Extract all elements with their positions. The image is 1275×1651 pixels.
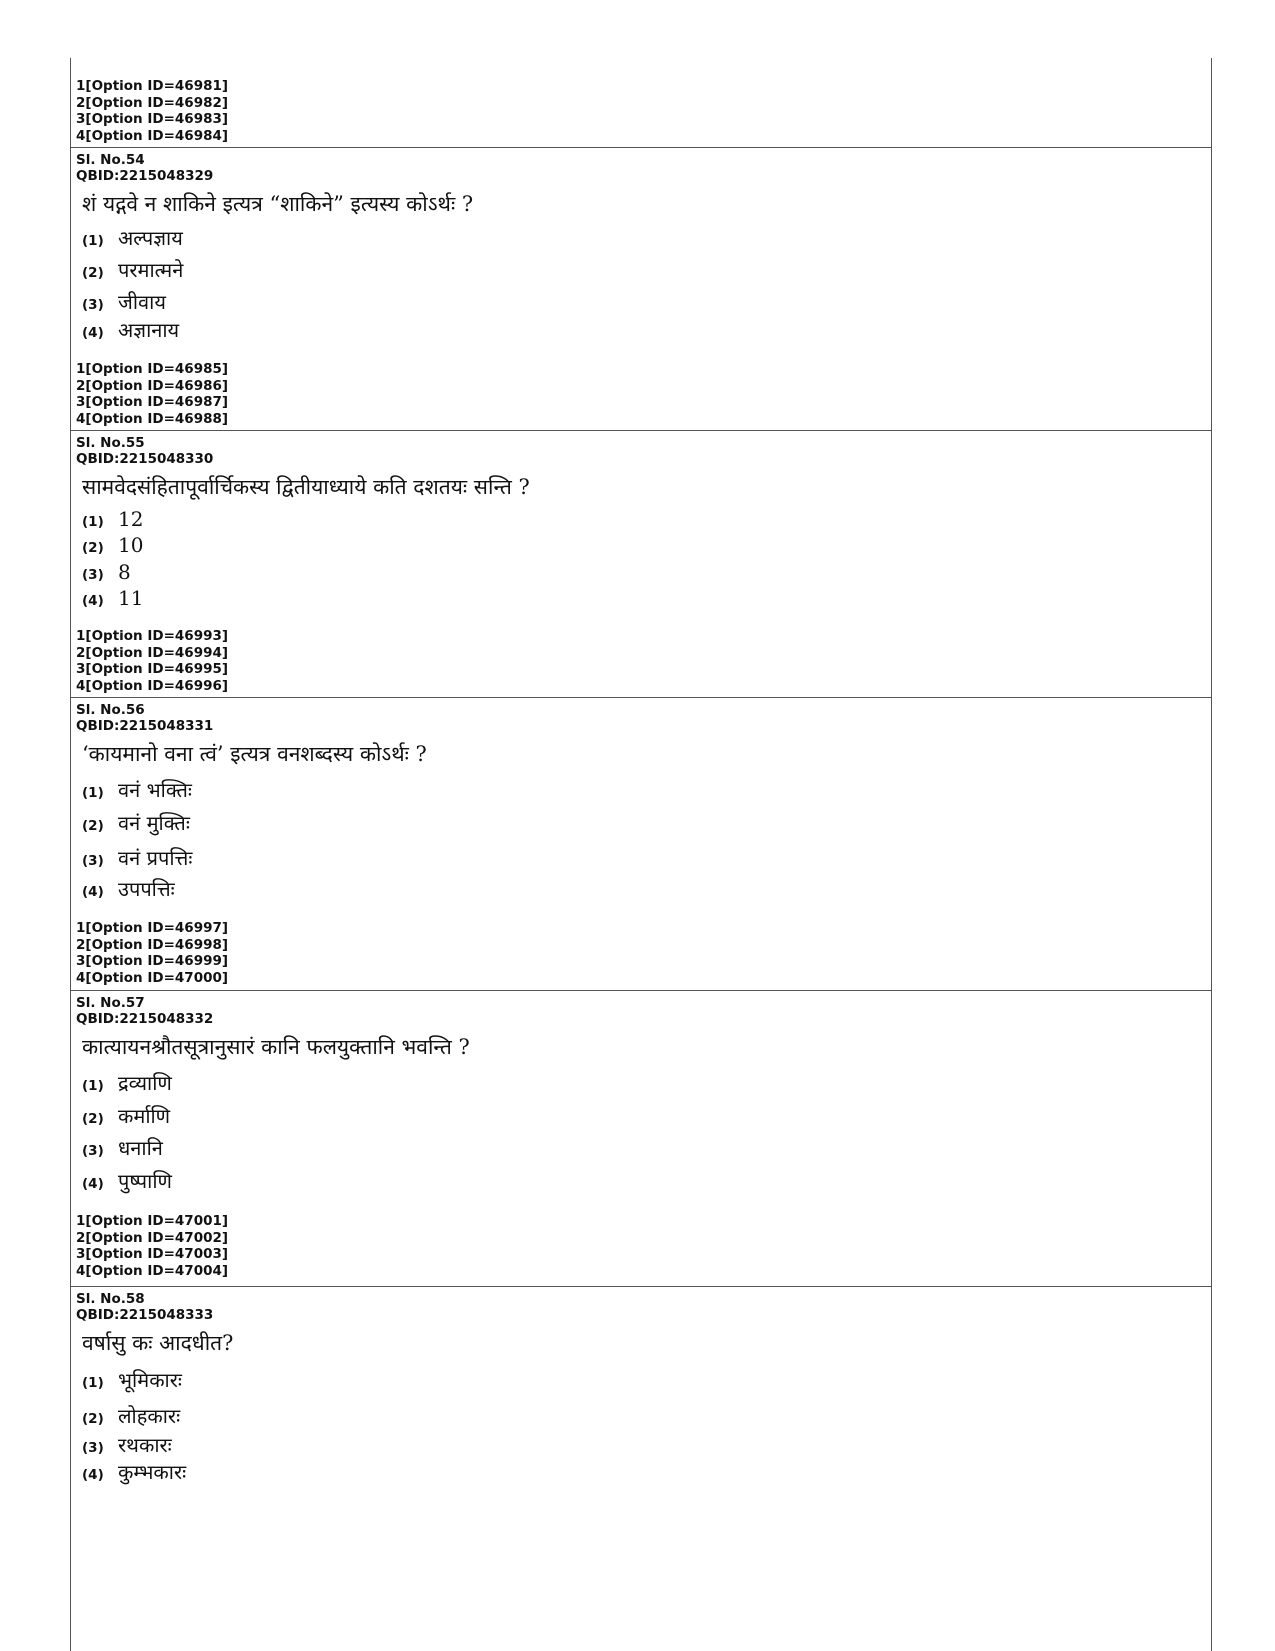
serial-number: Sl. No.55: [76, 435, 145, 451]
option-ids-top: [71, 78, 1211, 144]
option-1[interactable]: (1) अल्पज्ञाय: [82, 226, 183, 250]
question-block-57: [71, 991, 1211, 1291]
option-1[interactable]: (1) द्रव्याणि: [82, 1071, 172, 1095]
qbid: QBID:2215048329: [76, 168, 214, 184]
option-2[interactable]: (2) लोहकारः: [82, 1404, 181, 1428]
option-3[interactable]: (3) रथकारः: [82, 1433, 172, 1457]
question-block-54: [71, 148, 1211, 448]
question-text: वर्षासु कः आदधीत?: [82, 1331, 234, 1355]
option-id: 2[Option ID=46994]: [76, 644, 229, 661]
question-block-55: [71, 431, 1211, 711]
qbid: QBID:2215048332: [76, 1011, 214, 1027]
option-id: 4[Option ID=46988]: [76, 410, 229, 427]
option-4[interactable]: (4) उपपत्तिः: [82, 877, 175, 901]
option-id: 4[Option ID=46996]: [76, 677, 229, 694]
question-paper-sheet: [70, 58, 1212, 1651]
question-text: सामवेदसंहितापूर्वार्चिकस्य द्वितीयाध्याये कति दशतयः सन्ति ?: [82, 475, 530, 499]
option-2[interactable]: (2) 10: [82, 533, 144, 557]
option-id: 1[Option ID=47001]: [76, 1213, 229, 1229]
option-ids: [76, 920, 228, 986]
option-id: 3[Option ID=46987]: [76, 394, 229, 411]
option-ids: [76, 628, 228, 694]
option-id: 2[Option ID=47002]: [76, 1229, 229, 1246]
qbid: QBID:2215048330: [76, 451, 214, 467]
option-id: 1[Option ID=46997]: [76, 920, 229, 936]
option-ids: [76, 361, 228, 427]
option-id: 4[Option ID=47000]: [76, 969, 229, 986]
option-3[interactable]: (3) जीवाय: [82, 290, 166, 314]
option-ids: [76, 1213, 228, 1279]
option-4[interactable]: (4) पुष्पाणि: [82, 1169, 172, 1193]
option-id: 1[Option ID=46993]: [76, 628, 229, 644]
option-3[interactable]: (3) धनानि: [82, 1136, 163, 1160]
option-1[interactable]: (1) वनं भक्तिः: [82, 778, 192, 802]
option-id: 3[Option ID=46983]: [76, 111, 229, 128]
option-id: 3[Option ID=47003]: [76, 1246, 229, 1263]
option-2[interactable]: (2) कर्माणि: [82, 1104, 171, 1128]
option-id: 1[Option ID=46981]: [76, 78, 229, 94]
option-1[interactable]: (1) भूमिकारः: [82, 1368, 182, 1392]
option-id: 3[Option ID=46995]: [76, 661, 229, 678]
option-id: 2[Option ID=46982]: [76, 94, 229, 111]
option-id: 2[Option ID=46986]: [76, 377, 229, 394]
serial-number: Sl. No.54: [76, 152, 145, 168]
question-text: कात्यायनश्रौतसूत्रानुसारं कानि फलयुक्तानि भवन्ति ?: [82, 1035, 470, 1059]
question-text: शं यद्गवे न शाकिने इत्यत्र “शाकिने” इत्यस्य कोऽर्थः ?: [82, 192, 474, 216]
option-2[interactable]: (2) परमात्मने: [82, 258, 184, 282]
option-id: 4[Option ID=47004]: [76, 1262, 229, 1279]
question-text: ‘कायमानो वना त्वं’ इत्यत्र वनशब्दस्य कोऽर्थः ?: [82, 742, 427, 766]
option-4[interactable]: (4) कुम्भकारः: [82, 1460, 187, 1484]
serial-number: Sl. No.57: [76, 995, 145, 1011]
option-3[interactable]: (3) वनं प्रपत्तिः: [82, 846, 193, 870]
qbid: QBID:2215048333: [76, 1307, 214, 1323]
option-3[interactable]: (3) 8: [82, 560, 131, 584]
option-1[interactable]: (1) 12: [82, 507, 144, 531]
option-id: 4[Option ID=46984]: [76, 127, 229, 144]
option-id: 1[Option ID=46985]: [76, 361, 229, 377]
qbid: QBID:2215048331: [76, 718, 214, 734]
option-4[interactable]: (4) अज्ञानाय: [82, 318, 180, 342]
question-block-58: [71, 1287, 1211, 1527]
option-id: 3[Option ID=46999]: [76, 953, 229, 970]
option-4[interactable]: (4) 11: [82, 586, 144, 610]
option-2[interactable]: (2) वनं मुक्तिः: [82, 811, 190, 835]
question-block-56: [71, 698, 1211, 998]
serial-number: Sl. No.58: [76, 1291, 145, 1307]
option-id: 2[Option ID=46998]: [76, 936, 229, 953]
serial-number: Sl. No.56: [76, 702, 145, 718]
